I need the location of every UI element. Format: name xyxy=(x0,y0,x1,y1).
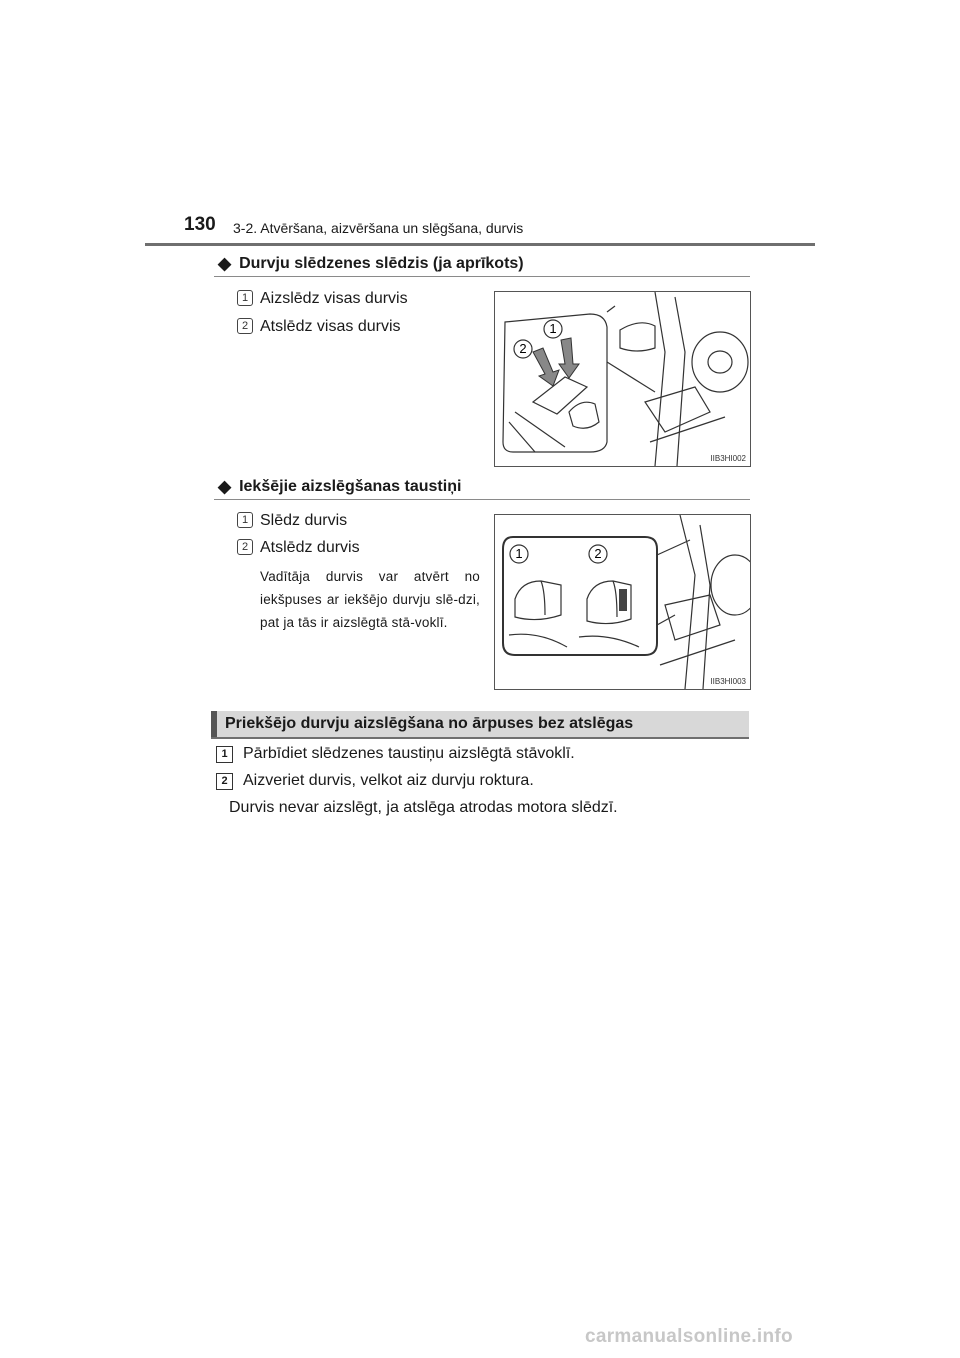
item-number: 1 xyxy=(237,512,253,528)
door-lock-switch-heading xyxy=(218,254,524,274)
driver-door-note: Vadītāja durvis var atvērt no iekšpuses ar iekšējo durvju slē-dzi, pat ja tās ir aizslēgtā stā-voklī. xyxy=(260,569,480,630)
step-text: Pārbīdiet slēdzenes taustiņu aizslēgtā stāvoklī. xyxy=(243,745,575,762)
callout-label: 2 xyxy=(594,546,602,561)
item-number: 1 xyxy=(237,290,253,306)
dashboard-switch-drawing xyxy=(495,292,750,466)
diamond-bullet-icon: ◆ xyxy=(218,254,232,273)
callout-label: 1 xyxy=(515,546,523,561)
figure-code: IIB3HI002 xyxy=(710,454,746,463)
subheading-rule xyxy=(214,499,750,500)
inside-lock-buttons-heading xyxy=(218,477,461,497)
inside-lock-buttons-illustration xyxy=(494,514,751,690)
door-lock-switch-heading-text: Durvju slēdzenes slēdzis (ja aprīkots) xyxy=(239,255,524,272)
item-text: Slēdz durvis xyxy=(260,512,348,529)
item-text: Atslēdz visas durvis xyxy=(260,318,401,335)
section-path: 3-2. Atvēršana, aizvēršana un slēgšana, durvis xyxy=(233,220,524,236)
key-in-ignition-note: Durvis nevar aizslēgt, ja atslēga atrodas motora slēdzī. xyxy=(229,799,618,816)
item-text: Aizslēdz visas durvis xyxy=(260,290,408,307)
step-text: Aizveriet durvis, velkot aiz durvju roktura. xyxy=(243,772,534,789)
step-number: 1 xyxy=(216,746,233,763)
site-watermark[interactable]: carmanualsonline.info xyxy=(585,1326,793,1347)
figure-code: IIB3HI003 xyxy=(710,677,746,686)
item-number: 2 xyxy=(237,318,253,334)
subheading-rule xyxy=(214,276,750,277)
diamond-bullet-icon: ◆ xyxy=(218,477,232,496)
door-lock-switch-illustration xyxy=(494,291,751,467)
door-button-drawing xyxy=(495,515,750,689)
step-number: 2 xyxy=(216,773,233,790)
section-bar-rule xyxy=(211,737,749,739)
inside-lock-buttons-heading-text: Iekšējie aizslēgšanas taustiņi xyxy=(239,478,462,495)
item-text: Atslēdz durvis xyxy=(260,539,360,556)
callout-label: 1 xyxy=(549,321,557,336)
page-number: 130 xyxy=(184,214,216,235)
header-rule xyxy=(145,243,815,246)
callout-label: 2 xyxy=(519,341,527,356)
item-number: 2 xyxy=(237,539,253,555)
front-door-locking-title: Priekšējo durvju aizslēgšana no ārpuses bez atslēgas xyxy=(211,711,749,737)
